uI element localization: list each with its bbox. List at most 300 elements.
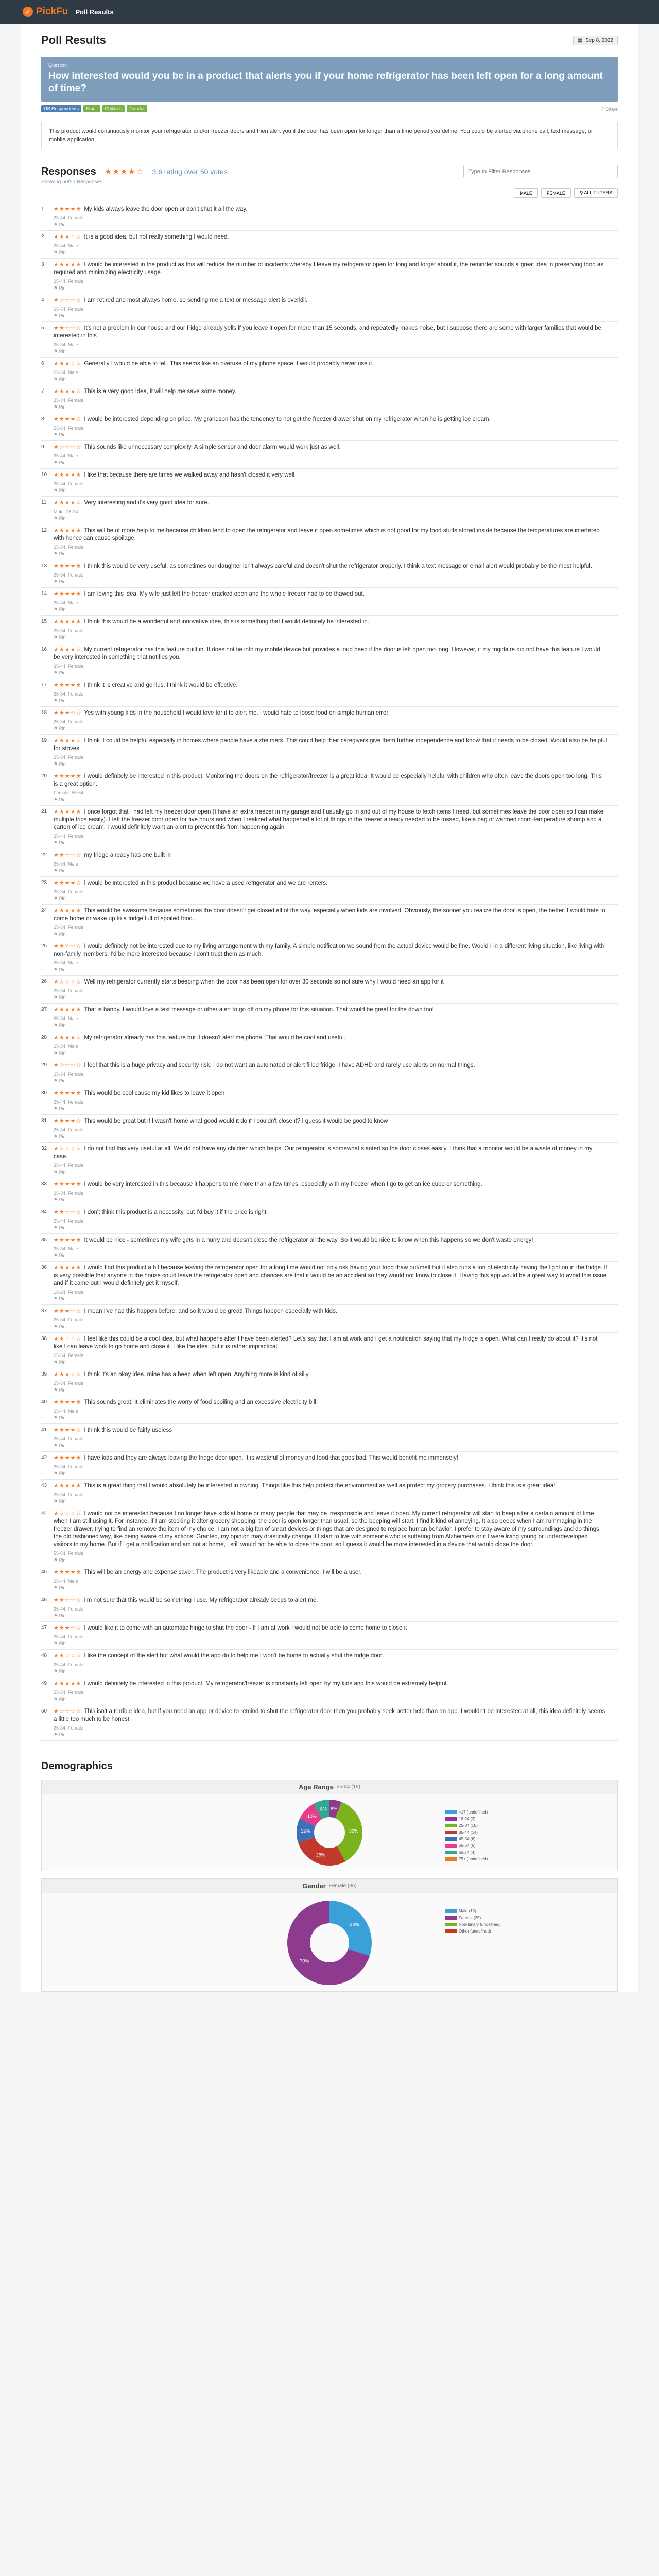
pin-icon: ⚑	[54, 896, 59, 901]
response-item	[41, 643, 618, 679]
pin-button[interactable]: ⚑ Pin	[54, 1134, 66, 1139]
pin-icon: ⚑	[54, 670, 59, 675]
legend-item[interactable]	[445, 1928, 501, 1935]
tag-gender[interactable]: Gender	[127, 105, 147, 112]
response-number: 16	[41, 647, 47, 652]
legend-item[interactable]	[445, 1816, 488, 1822]
pin-button[interactable]: ⚑ Pin	[54, 635, 66, 640]
response-number: 13	[41, 563, 47, 569]
response-text: I think this would be a wonderful and innovative idea, this is something that I would definitely be interested in.	[84, 619, 369, 625]
legend-swatch	[445, 1817, 457, 1821]
response-stars: ★★★★★	[54, 619, 82, 625]
response-number: 27	[41, 1007, 47, 1012]
response-demographics: 55-64, Female	[54, 1551, 84, 1556]
pin-icon: ⚑	[54, 460, 59, 465]
response-number: 46	[41, 1597, 47, 1603]
response-demographics: 25-34, Male	[54, 1044, 78, 1049]
legend-label: 65-74 (4)	[459, 1850, 476, 1855]
response-item	[41, 1705, 618, 1741]
female-filter-button[interactable]: FEMALE	[541, 188, 571, 198]
legend-label: 45-54 (6)	[459, 1837, 476, 1841]
slice-35-44[interactable]	[298, 1837, 345, 1866]
response-item	[41, 560, 618, 588]
pin-icon: ⚑	[54, 1225, 59, 1230]
response-item	[41, 1650, 618, 1677]
pin-button[interactable]: ⚑ Pin	[54, 1669, 66, 1674]
response-text: I mean I've had this happen before, and so it would be great! Things happen especially with kids.	[84, 1308, 337, 1314]
response-number: 48	[41, 1653, 47, 1658]
pin-button[interactable]: ⚑ Pin	[54, 726, 66, 731]
slice-label: 6%	[331, 1806, 338, 1811]
response-number: 28	[41, 1035, 47, 1040]
response-stars: ★★★★☆	[54, 1427, 82, 1433]
share-link[interactable]: ⤴ Share	[599, 106, 618, 112]
response-number: 30	[41, 1090, 47, 1096]
response-text: I think it is creative and genius. I think it would be effective.	[84, 682, 238, 688]
filter-buttons	[41, 188, 618, 198]
response-text: I feel like this could be a cool idea, but what happens after I have been alerted? Let's say that I am at work and I get a notification saying that my fridge is open. What can I really do about it? It's not like I can leave work to go home and close it. I like the idea, but it is rather impractical.	[54, 1336, 598, 1350]
response-number: 5	[41, 325, 44, 331]
legend-item[interactable]	[445, 1836, 488, 1842]
response-number: 41	[41, 1427, 47, 1433]
response-demographics: 25-34, Female	[54, 1353, 84, 1358]
legend-item[interactable]	[445, 1829, 488, 1836]
pin-button[interactable]: ⚑ Pin	[54, 516, 66, 521]
response-text: I do not find this very useful at all. We do not have any children which helps. Our refrigerator is somewhat slanted so the door closes easily. I think that a monitor would be a waste of money in my case.	[54, 1146, 593, 1160]
response-number: 35	[41, 1237, 47, 1243]
calendar-icon: ▦	[577, 37, 583, 43]
pin-icon: ⚑	[54, 313, 59, 318]
pin-button[interactable]: ⚑ Pin	[54, 432, 66, 437]
legend-label: 18-24 (3)	[459, 1817, 476, 1821]
pin-button[interactable]: ⚑ Pin	[54, 840, 66, 845]
response-stars: ★★★★☆	[54, 500, 82, 506]
response-stars: ★★★★☆	[54, 880, 82, 886]
pin-button[interactable]: ⚑ Pin	[54, 1697, 66, 1702]
response-text: I think it's an okay idea. mine has a beep when left open. Anything more is kind of silly	[84, 1371, 309, 1378]
response-text: I don't think this product is a necessity, but I'd buy it if the price is right.	[84, 1209, 268, 1215]
pin-button[interactable]: ⚑ Pin	[54, 698, 66, 703]
response-demographics: 25-34, Female	[54, 1492, 84, 1497]
pin-button[interactable]: ⚑ Pin	[54, 1225, 66, 1230]
response-demographics: 25-34, Female	[54, 1381, 84, 1386]
response-demographics: 25-34, Female	[54, 628, 84, 633]
response-item	[41, 877, 618, 905]
gender-chart	[42, 1893, 617, 1991]
legend-item[interactable]	[445, 1822, 488, 1829]
response-item	[41, 441, 618, 469]
response-text: I would be interested depending on price. My grandson has the tendency to not get the freezer drawer shut on my refrigerator when he is getting ice cream.	[84, 416, 491, 422]
pin-button[interactable]: ⚑ Pin	[54, 1197, 66, 1202]
response-stars: ★★★★☆	[54, 1118, 82, 1124]
slice-label: 8%	[320, 1806, 327, 1812]
response-number: 14	[41, 591, 47, 597]
response-number: 42	[41, 1455, 47, 1461]
response-stars: ★★★★☆	[54, 647, 82, 653]
response-text: My refrigerator already has this feature but it doesn't alert me phone. That would be cool and useful.	[84, 1035, 345, 1041]
response-text: I'm not sure that this would be something I use. My refrigerator already beeps to alert me.	[84, 1597, 318, 1603]
topbar-title: Poll Results	[75, 8, 114, 16]
slice-label: 10%	[307, 1813, 317, 1819]
response-item	[41, 1087, 618, 1115]
response-item	[41, 1452, 618, 1480]
response-text: I am retired and most always home, so sending me a text or message alert is overkill.	[84, 297, 308, 303]
response-demographics: 25-34, Female	[54, 719, 84, 724]
response-item	[41, 1178, 618, 1206]
pin-button[interactable]: ⚑ Pin	[54, 460, 66, 465]
filter-responses-input[interactable]	[463, 165, 618, 178]
response-stars: ★★★★★	[54, 682, 82, 688]
response-item	[41, 1622, 618, 1650]
pin-icon: ⚑	[54, 285, 59, 291]
response-item	[41, 413, 618, 441]
response-text: Yes with young kids in the household I would love for it to alert me. I would hate to loose food on simple human error.	[84, 710, 390, 716]
response-number: 45	[41, 1569, 47, 1575]
question-box	[41, 57, 618, 102]
response-item	[41, 497, 618, 524]
pin-button[interactable]: ⚑ Pin	[54, 1050, 66, 1056]
pin-icon: ⚑	[54, 797, 59, 802]
legend-label: 25-34 (18)	[459, 1823, 478, 1828]
pin-icon: ⚑	[54, 1134, 59, 1139]
response-demographics: Male, 25-34	[54, 509, 78, 514]
pin-button[interactable]: ⚑ Pin	[54, 1499, 66, 1504]
slice-label: 12%	[301, 1828, 310, 1834]
response-demographics: 25-44, Male	[54, 243, 78, 248]
pin-icon: ⚑	[54, 635, 59, 640]
pin-button[interactable]: ⚑ Pin	[54, 1360, 66, 1365]
pin-button[interactable]: ⚑ Pin	[54, 931, 66, 937]
response-item	[41, 940, 618, 976]
legend-item[interactable]	[445, 1856, 488, 1862]
legend-label: Non-binary (undefined)	[459, 1922, 501, 1927]
pickfu-logo[interactable]: ✓ PickFu	[23, 6, 68, 18]
response-number: 20	[41, 773, 47, 779]
pin-icon: ⚑	[54, 551, 59, 556]
legend-label: 55-64 (5)	[459, 1843, 476, 1848]
response-item	[41, 707, 618, 735]
response-item	[41, 1234, 618, 1262]
pin-icon: ⚑	[54, 1387, 59, 1393]
response-stars: ★★★☆☆	[54, 1625, 82, 1631]
pin-button[interactable]: ⚑ Pin	[54, 1387, 66, 1393]
slice-label: 30%	[350, 1922, 359, 1927]
pin-button[interactable]: ⚑ Pin	[54, 1170, 66, 1175]
pin-button[interactable]: ⚑ Pin	[54, 607, 66, 612]
response-demographics: 25-34, Male	[54, 342, 78, 347]
response-text: I would not be interested because I no longer have kids at home or many people that may be irresponsible and leave it open. My current refrigerator will start to beep after a certain amount of time when I am still using it. For instance, if I am stocking it after grocery shopping, the door is open longer than usual, so the beeping will start. I find it kind of annoying. It also beeps when I am rummaging in the freezer drawer, trying to find an remove the item of my choice. I am not a big fan of smart devices or things that are designed to replace human behavior. I prefer to stay aware of my surroundings and do things the old fashioned way, like being aware of my actions. Granted, my opinion may drastically change if I start to live with someone who is suffering from Alzheimers or if I were living young or underdeveloped visitors to my home. But if I get a notification and am not at home, I still would not be able to close the door, so I guess it would be more interested in a device that would close the door.	[54, 1511, 599, 1548]
response-number: 34	[41, 1209, 47, 1215]
legend-swatch	[445, 1844, 457, 1848]
logo-icon: ✓	[23, 7, 33, 17]
pin-icon: ⚑	[54, 995, 59, 1000]
response-demographics: 25-44, Female	[54, 215, 84, 221]
pin-button[interactable]: ⚑ Pin	[54, 285, 66, 291]
response-stars: ★☆☆☆☆	[54, 1062, 82, 1069]
response-demographics: 25-44, Female	[54, 1099, 84, 1105]
response-text: I think it could be helpful especially in homes where people have alzheimers. This could help their caregivers give them further independence and know that it needs to be closed. Would also be helpful for stoves.	[54, 738, 608, 752]
pin-icon: ⚑	[54, 222, 59, 227]
pin-icon: ⚑	[54, 698, 59, 703]
response-demographics: 25-34, Female	[54, 1317, 84, 1323]
pin-button[interactable]: ⚑ Pin	[54, 222, 66, 227]
response-stars: ★★★★★	[54, 809, 82, 815]
legend-swatch	[445, 1916, 457, 1920]
response-item	[41, 1004, 618, 1031]
tag-children[interactable]: Children	[102, 105, 125, 112]
response-stars: ★★★☆☆	[54, 1371, 82, 1378]
legend-label: <17 (undefined)	[459, 1810, 488, 1815]
all-filters-button[interactable]: ⚲ ALL FILTERS	[574, 188, 618, 198]
response-number: 18	[41, 710, 47, 716]
pin-icon: ⚑	[54, 1499, 59, 1504]
response-text: my fridge already has one built in	[84, 852, 171, 858]
response-text: It is a good idea, but not really something I would need.	[84, 234, 229, 240]
pin-button[interactable]: ⚑ Pin	[54, 1078, 66, 1083]
pin-button[interactable]: ⚑ Pin	[54, 868, 66, 873]
pin-icon: ⚑	[54, 607, 59, 612]
legend-label: Male (15)	[459, 1909, 476, 1913]
pin-button[interactable]: ⚑ Pin	[54, 896, 66, 901]
response-demographics: 25-44, Female	[54, 1127, 84, 1132]
pin-icon: ⚑	[54, 726, 59, 731]
response-item	[41, 1594, 618, 1622]
response-text: This isn't a terrible idea, but if you need an app or device to remind to shut the refrigerator door then you probably seek better help than an app. I wouldn't be interested at all, this idea definitely seems a little too much to be honest.	[54, 1708, 605, 1722]
pin-icon: ⚑	[54, 1732, 59, 1737]
pin-button[interactable]: ⚑ Pin	[54, 1253, 66, 1258]
response-number: 15	[41, 619, 47, 624]
pin-icon: ⚑	[54, 840, 59, 845]
pin-icon: ⚑	[54, 1170, 59, 1175]
response-text: This would be great but if I wasn't home what good would it do if I couldn't close it? I guess it would be good to know	[84, 1118, 388, 1124]
pin-icon: ⚑	[54, 1471, 59, 1476]
response-number: 47	[41, 1625, 47, 1631]
response-number: 6	[41, 361, 44, 366]
response-item	[41, 1059, 618, 1087]
response-stars: ★☆☆☆☆	[54, 297, 82, 303]
pin-button[interactable]: ⚑ Pin	[54, 967, 66, 972]
main-content	[21, 24, 638, 1992]
response-text: I like the concept of the alert but what would the app do to help me I won't be home to actually shut the fridge door.	[84, 1653, 384, 1659]
date-badge: ▦ Sep 8, 2022	[573, 36, 618, 45]
response-text: My kids always leave the door open or don't shut it all the way.	[84, 206, 248, 212]
pin-button[interactable]: ⚑ Pin	[54, 670, 66, 675]
response-item	[41, 1396, 618, 1424]
pin-button[interactable]: ⚑ Pin	[54, 1443, 66, 1448]
response-item	[41, 1031, 618, 1059]
pin-button[interactable]: ⚑ Pin	[54, 1023, 66, 1028]
response-number: 25	[41, 943, 47, 949]
response-number: 49	[41, 1681, 47, 1686]
legend-label: Other (undefined)	[459, 1929, 491, 1934]
pin-button[interactable]: ⚑ Pin	[54, 377, 66, 382]
pin-icon: ⚑	[54, 1106, 59, 1111]
pin-button[interactable]: ⚑ Pin	[54, 1641, 66, 1646]
pin-button[interactable]: ⚑ Pin	[54, 1732, 66, 1737]
response-demographics: 25-34, Female	[54, 691, 84, 697]
pin-button[interactable]: ⚑ Pin	[54, 761, 66, 767]
rating-text[interactable]: 3.6 rating over 50 votes	[152, 167, 228, 176]
pin-icon: ⚑	[54, 1197, 59, 1202]
response-number: 37	[41, 1308, 47, 1314]
response-text: I would definitely be interested in this product. My refrigerator/freezer is constantly left open by my kids and this would be extremely helpful.	[84, 1681, 448, 1687]
pin-icon: ⚑	[54, 1415, 59, 1420]
response-text: It would be nice - sometimes my wife gets in a hurry and doesn't close the refrigerator all the way. So it would be nice to know when this happens so we don't waste energy!	[84, 1237, 533, 1243]
response-stars: ★★★★★	[54, 206, 82, 212]
pin-button[interactable]: ⚑ Pin	[54, 579, 66, 584]
pin-button[interactable]: ⚑ Pin	[54, 250, 66, 255]
pin-button[interactable]: ⚑ Pin	[54, 797, 66, 802]
response-text: It's not a problem in our house and our fridge already yells if you leave it open for more than 15 seconds, and repeatedly makes noise, but I suppose there are some with larger families that would be interested in this	[54, 325, 601, 339]
response-text: I would definitely be interested in this product. Monitoring the doors on the refrigerator/freezer is a great idea. It would be especially helpful with children who often leave the doors open too long. This is a great option.	[54, 773, 602, 787]
male-filter-button[interactable]: MALE	[514, 188, 538, 198]
response-number: 43	[41, 1483, 47, 1488]
pin-button[interactable]: ⚑ Pin	[54, 1324, 66, 1329]
response-text: This would be awesome because sometimes the door doesn't get closed all of the way, especially when kids are involved. Obviously, the sooner you realize the door is open, the better. I would hate to come home or wake up to a fridge full of spoiled food.	[54, 908, 605, 922]
response-stars: ★★☆☆☆	[54, 852, 82, 858]
response-stars: ★☆☆☆☆	[54, 979, 82, 985]
pin-button[interactable]: ⚑ Pin	[54, 1613, 66, 1618]
response-item	[41, 1115, 618, 1143]
pin-button[interactable]: ⚑ Pin	[54, 313, 66, 318]
response-number: 23	[41, 880, 47, 886]
response-demographics: 25-44, Female	[54, 1218, 84, 1224]
response-stars: ★☆☆☆☆	[54, 1511, 82, 1517]
response-text: Generally I would be able to tell. This seems like an overuse of my phone space. I would probably never use it.	[84, 361, 374, 367]
response-demographics: 25-34, Male	[54, 1016, 78, 1021]
pin-button[interactable]: ⚑ Pin	[54, 349, 66, 354]
response-stars: ★★★★★	[54, 1265, 82, 1271]
response-item	[41, 1262, 618, 1305]
response-demographics: 25-34, Female	[54, 1690, 84, 1695]
tag-us-respondents[interactable]: US Respondents	[41, 105, 81, 112]
response-stars: ★★★★★	[54, 1399, 82, 1405]
response-text: I think this would be fairly useless	[84, 1427, 172, 1433]
pin-button[interactable]: ⚑ Pin	[54, 1585, 66, 1590]
response-item	[41, 1480, 618, 1507]
response-number: 26	[41, 979, 47, 985]
response-stars: ★★★★★	[54, 262, 82, 268]
legend-item[interactable]	[445, 1842, 488, 1849]
poll-description: This product would continuously monitor your refrigerator and/or freezer doors and then alert you if the door has been open for longer than a time period you define. You could be alerted via phone call, text message, or mobile application.	[41, 122, 618, 149]
slice-label: 28%	[316, 1852, 325, 1858]
response-item	[41, 1333, 618, 1368]
age-legend	[445, 1809, 488, 1862]
response-item	[41, 770, 618, 806]
share-icon: ⤴	[599, 106, 605, 112]
pin-icon: ⚑	[54, 1050, 59, 1056]
response-text: I would be very interested in this because it happens to me more than a few times, especially with my freezer when I go to get an ice cube or something.	[84, 1181, 482, 1188]
pin-icon: ⚑	[54, 868, 59, 873]
legend-item[interactable]	[445, 1809, 488, 1816]
pin-button[interactable]: ⚑ Pin	[54, 1106, 66, 1111]
pin-icon: ⚑	[54, 1253, 59, 1258]
legend-item[interactable]	[445, 1849, 488, 1856]
response-stars: ★★★★☆	[54, 738, 82, 744]
top-bar	[0, 0, 659, 24]
response-text: I would like it to come with an automatic hinge to shut the door - If I am at work I would not be able to come home to close it	[84, 1625, 407, 1631]
response-demographics: 25-34, Female	[54, 572, 84, 578]
slice-Male[interactable]	[330, 1901, 372, 1956]
response-text: I think this would be very useful, as sometimes our daughter isn't always careful and doesn't shut the refrigerator properly. I think a text message or email alert would probably be the most helpful.	[84, 563, 592, 569]
tag-email[interactable]: Email	[83, 105, 100, 112]
response-number: 10	[41, 472, 47, 478]
legend-item[interactable]	[445, 1921, 501, 1928]
response-text: I would find this product a bit because leaving the refrigerator open for a long time would not only risk having your food thaw out/melt but it also runs a ton of electricity having the light on in the fridge. It is very possible that anyone in the house could leave the refrigerator open and chances are that it would be an accident so they would not know to close it. Having this app would be a great way to avoid this issue and if it came out I would definitely get it myself.	[54, 1265, 608, 1286]
legend-swatch	[445, 1857, 457, 1861]
pin-icon: ⚑	[54, 404, 59, 410]
pin-icon: ⚑	[54, 1641, 59, 1646]
response-demographics: 25-44, Male	[54, 1409, 78, 1414]
pin-icon: ⚑	[54, 931, 59, 937]
response-number: 7	[41, 388, 44, 394]
legend-label: 75+ (undefined)	[459, 1857, 488, 1861]
response-demographics: 25-34, Male	[54, 370, 78, 375]
pin-button[interactable]: ⚑ Pin	[54, 995, 66, 1000]
pin-button[interactable]: ⚑ Pin	[54, 488, 66, 493]
response-stars: ★★☆☆☆	[54, 1653, 82, 1659]
response-demographics: 25-34, Male	[54, 960, 78, 965]
pin-icon: ⚑	[54, 1697, 59, 1702]
slice-label: 70%	[300, 1958, 309, 1964]
response-number: 12	[41, 528, 47, 533]
response-item	[41, 358, 618, 385]
response-stars: ★☆☆☆☆	[54, 1708, 82, 1715]
response-text: This will be of more help to me because children tend to open the refrigerator and leave it open sometimes which is not good for my food stuffs stored inside because the temperatures are interfered with hence can cause spoilage.	[54, 528, 600, 541]
pin-icon: ⚑	[54, 1023, 59, 1028]
pin-button[interactable]: ⚑ Pin	[54, 1471, 66, 1476]
pin-button[interactable]: ⚑ Pin	[54, 551, 66, 556]
response-stars: ★★★★☆	[54, 416, 82, 422]
legend-label: 35-44 (14)	[459, 1830, 478, 1835]
legend-item[interactable]	[445, 1908, 501, 1914]
response-number: 38	[41, 1336, 47, 1342]
pin-button[interactable]: ⚑ Pin	[54, 1296, 66, 1301]
response-demographics: 25-44, Female	[54, 279, 84, 284]
response-item	[41, 1143, 618, 1178]
pin-button[interactable]: ⚑ Pin	[54, 1415, 66, 1420]
question-text: How interested would you be in a product that alerts you if your home refrigerator has been left open for a long amount of time?	[48, 71, 603, 94]
response-number: 33	[41, 1181, 47, 1187]
response-item	[41, 679, 618, 707]
pin-icon: ⚑	[54, 1296, 59, 1301]
gender-chart-title: Gender	[302, 1882, 326, 1890]
age-chart-subtitle: 25-34 (18)	[336, 1784, 361, 1790]
demographics-title: Demographics	[41, 1760, 113, 1772]
response-number: 1	[41, 206, 44, 212]
response-demographics: Female, 55-64	[54, 790, 84, 795]
response-list	[41, 203, 618, 1741]
response-stars: ★★★★★	[54, 1181, 82, 1188]
response-number: 32	[41, 1146, 47, 1151]
legend-swatch	[445, 1831, 457, 1834]
response-item	[41, 1206, 618, 1234]
response-item	[41, 1368, 618, 1396]
response-demographics: 35-44, Female	[54, 834, 84, 839]
pin-button[interactable]: ⚑ Pin	[54, 1557, 66, 1563]
response-item	[41, 469, 618, 497]
response-item	[41, 588, 618, 616]
response-text: I like that because there are times we walked away and hasn't closed it very well	[84, 472, 295, 478]
pin-icon: ⚑	[54, 349, 59, 354]
response-number: 3	[41, 262, 44, 267]
response-number: 11	[41, 500, 47, 505]
legend-item[interactable]	[445, 1914, 501, 1921]
pin-button[interactable]: ⚑ Pin	[54, 404, 66, 410]
response-number: 36	[41, 1265, 47, 1270]
age-range-chart	[42, 1794, 617, 1871]
responses-title: Responses	[41, 165, 96, 177]
